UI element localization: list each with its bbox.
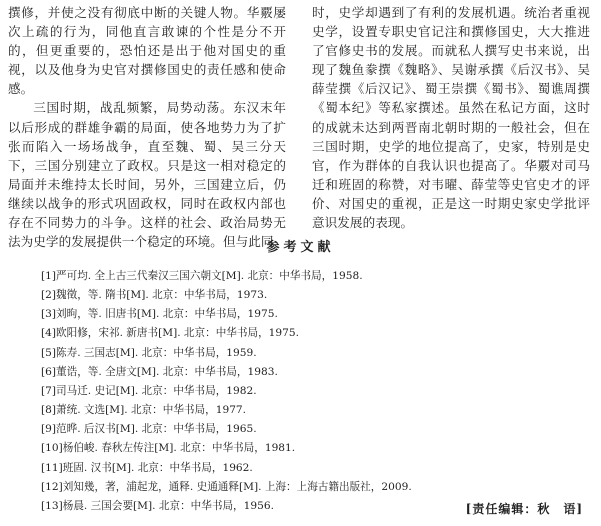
- paragraph: 撰修，并使之没有彻底中断的关键人物。华覈屡次上疏的行为，同他直言敢谏的个性是分不开的，但更重要的，恐怕还是出于他对国史的重视，以及他身为史官对撰修国史的责任感和使命感。: [8, 5, 286, 97]
- reference-item: [3]刘昫，等. 旧唐书[M]. 北京：中华书局，1975.: [41, 308, 278, 321]
- right-column: [312, 3, 590, 232]
- reference-item: [12]刘知幾，著，浦起龙，通释. 史通通释[M]. 上海：上海古籍出版社，2009.: [41, 480, 412, 493]
- reference-item: [1]严可均. 全上古三代秦汉三国六朝文[M]. 北京：中华书局，1958.: [41, 270, 363, 282]
- reference-item: [13]杨晨. 三国会要[M]. 北京：中华书局，1956.: [41, 499, 274, 512]
- reference-item: [5]陈寿. 三国志[M]. 北京：中华书局，1959.: [41, 346, 257, 359]
- references-list: [41, 267, 581, 516]
- left-column: [8, 3, 286, 251]
- reference-item: [2]魏徵，等. 隋书[M]. 北京：中华书局，1973.: [41, 289, 268, 302]
- references-heading: 参考文献: [266, 240, 335, 255]
- reference-item: [11]班固. 汉书[M]. 北京：中华书局，1962.: [41, 461, 253, 474]
- responsible-editor: [责任编辑：秋 语]: [465, 502, 583, 516]
- reference-item: [6]董诰，等. 全唐文[M]. 北京：中华书局，1983.: [41, 365, 278, 378]
- reference-item: [8]萧统. 文选[M]. 北京：中华书局，1977.: [41, 404, 247, 417]
- reference-item: [7]司马迁. 史记[M]. 北京：中华书局，1982.: [41, 384, 257, 397]
- reference-item: [10]杨伯峻. 春秋左传注[M]. 北京：中华书局，1981.: [41, 442, 296, 455]
- reference-item: [4]欧阳修，宋祁. 新唐书[M]. 北京：中华书局，1975.: [41, 327, 300, 340]
- paragraph: 时，史学却遇到了有利的发展机遇。统治者重视史学，设置专职史官记注和撰修国史，大大推进了官修史书的发展。而就私人撰写史书来说，出现了魏鱼豢撰《魏略》、吴谢承撰《后汉书》、吴薛莹撰《后汉记》、蜀王崇撰《蜀书》、蜀谯周撰《蜀本纪》等私家撰述。虽然在私记方面，这时的成就未达到两晋南北朝时期的一般社会，但在三国时期，史学的地位提高了，史家，特别是史官，作为群体的自我认识也提高了。华覈对司马迁和班固的称赞，对韦曜、薛莹等史官史才的评价、对国史的重视，正是这一时期史家史学批评意识发展的表现。: [312, 5, 590, 231]
- paragraph: 三国时期，战乱频繁，局势动荡。东汉末年以后形成的群雄争霸的局面，使各地势力为了扩张而陷入一场场战争，直至魏、蜀、吴三分天下，三国分别建立了政权。只是这一相对稳定的局面并未维持太长时间，另外，三国建立后，仍继续以战争的形式巩固政权，同时在政权内部也存在不同势力的斗争。这样的社会、政治局势无法为史学的发展提供一个稳定的环境。但与此同: [8, 100, 286, 250]
- reference-item: [9]范晔. 后汉书[M]. 北京：中华书局，1965.: [41, 423, 257, 436]
